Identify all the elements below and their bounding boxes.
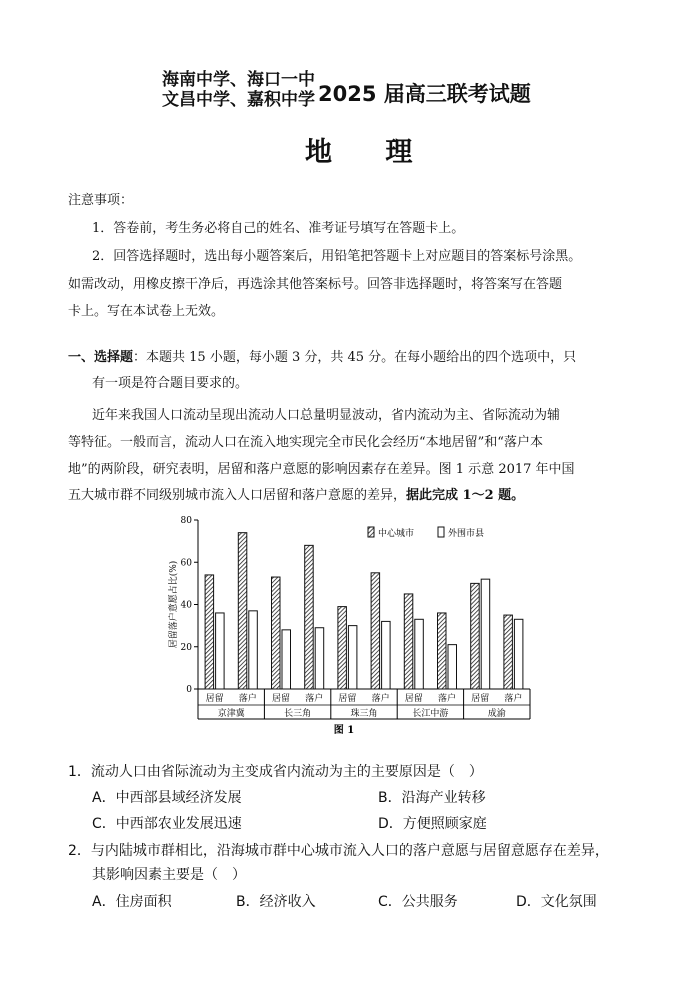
- question-2-option-a: A．住房面积: [92, 894, 172, 910]
- x-tick-label: 居留: [404, 694, 423, 704]
- y-tick-label: 0: [186, 685, 192, 695]
- x-tick-label: 落户: [238, 694, 257, 704]
- notice-item-2-line-1: 2．回答选择题时，选出每小题答案后，用铅笔把答题卡上对应题目的答案标号涂黑。: [92, 249, 582, 264]
- group-label: 长三角: [284, 709, 312, 719]
- group-label: 成渝: [487, 709, 506, 719]
- exam-title: 2025 届高三联考试题: [318, 82, 531, 106]
- passage-instruction: 据此完成 1～2 题。: [406, 488, 525, 503]
- chart-figure-1: [150, 505, 550, 740]
- bar-central-city: [471, 583, 480, 689]
- passage-line-1: 近年来我国人口流动呈现出流动人口总量明显波动，省内流动为主、省际流动为辅: [92, 408, 561, 423]
- bar-central-city: [338, 607, 347, 689]
- question-2-option-c: C．公共服务: [378, 894, 458, 910]
- notice-item-1: 1．答卷前，考生务必将自己的姓名、准考证号填写在答题卡上。: [92, 221, 465, 236]
- bar-central-city: [238, 533, 247, 689]
- bar-central-city: [205, 575, 214, 689]
- question-2-option-b: B．经济收入: [236, 894, 316, 910]
- x-tick-label: 居留: [205, 694, 224, 704]
- x-tick-label: 居留: [471, 694, 490, 704]
- bar-peripheral-county: [348, 626, 357, 689]
- bar-central-city: [305, 545, 314, 689]
- y-tick-label: 60: [180, 558, 192, 569]
- question-2-stem-line-1: 2．与内陆城市群相比，沿海城市群中心城市流入人口的落户意愿与居留意愿存在差异，: [68, 843, 609, 859]
- question-1-option-b: B．沿海产业转移: [378, 790, 486, 806]
- legend-label: 外围市县: [448, 529, 485, 539]
- group-label: 京津冀: [217, 709, 245, 719]
- bar-central-city: [438, 613, 447, 689]
- subject-title: 地 理: [305, 137, 435, 168]
- group-label: 长江中游: [412, 709, 449, 719]
- bar-central-city: [404, 594, 413, 689]
- y-axis-label: 居留落户意愿占比(%): [169, 560, 179, 649]
- bar-peripheral-county: [282, 630, 291, 689]
- bar-central-city: [272, 577, 281, 689]
- x-tick-label: 居留: [338, 694, 357, 704]
- x-tick-label: 落户: [437, 694, 457, 704]
- x-tick-label: 居留: [271, 694, 291, 704]
- section-1-line-2: 有一项是符合题目要求的。: [92, 376, 249, 391]
- x-tick-label: 落户: [305, 694, 324, 704]
- bar-peripheral-county: [249, 611, 257, 689]
- question-2-option-d: D．文化氛围: [516, 894, 597, 910]
- bar-peripheral-county: [382, 621, 391, 689]
- notice-item-2-line-2: 如需改动，用橡皮擦干净后，再选涂其他答案标号。回答非选择题时，将答案写在答题: [68, 277, 563, 292]
- legend-swatch: [438, 527, 444, 537]
- bar-central-city: [504, 615, 513, 689]
- notice-item-2-line-3: 卡上。写在本试卷上无效。: [68, 304, 225, 319]
- school-line-2: 文昌中学、嘉积中学: [162, 90, 315, 110]
- y-tick-label: 40: [180, 600, 192, 611]
- bar-central-city: [371, 573, 380, 689]
- section-1-heading: 一、选择题: [68, 350, 134, 365]
- bar-peripheral-county: [481, 579, 490, 689]
- question-1-option-c: C．中西部农业发展迅速: [92, 816, 242, 832]
- legend-swatch: [368, 527, 374, 537]
- question-1-option-a: A．中西部县域经济发展: [92, 790, 242, 806]
- bar-peripheral-county: [448, 645, 457, 689]
- bar-peripheral-county: [216, 613, 225, 689]
- section-1-desc: ：本题共 15 小题，每小题 3 分，共 45 分。在每小题给出的四个选项中，只: [133, 350, 577, 365]
- notice-title: 注意事项：: [68, 193, 134, 208]
- bar-peripheral-county: [315, 628, 324, 689]
- figure-caption: 图 1: [333, 725, 355, 736]
- question-2-stem-line-2: 其影响因素主要是（ ）: [92, 867, 246, 883]
- bar-peripheral-county: [514, 619, 523, 689]
- group-label: 珠三角: [350, 709, 378, 719]
- bar-peripheral-county: [415, 619, 424, 689]
- question-1-option-d: D．方便照顾家庭: [378, 816, 487, 832]
- passage-line-2: 等特征。一般而言，流动人口在流入地实现完全市民化会经历“本地居留”和“落户本: [68, 435, 543, 450]
- school-line-1: 海南中学、海口一中: [162, 70, 315, 90]
- y-tick-label: 20: [180, 642, 192, 653]
- x-tick-label: 落户: [371, 694, 390, 704]
- legend-label: 中心城市: [378, 529, 415, 539]
- x-tick-label: 落户: [504, 694, 523, 704]
- question-1-stem: 1．流动人口由省际流动为主变成省内流动为主的主要原因是（ ）: [68, 764, 483, 780]
- school-names: [162, 70, 315, 110]
- y-tick-label: 80: [180, 516, 192, 526]
- passage-line-4a: 五大城市群不同级别城市流入人口居留和落户意愿的差异，: [68, 488, 407, 503]
- passage-line-3: 地”的两阶段，研究表明，居留和落户意愿的影响因素存在差异。图 1 示意 2017 年中国: [68, 462, 575, 477]
